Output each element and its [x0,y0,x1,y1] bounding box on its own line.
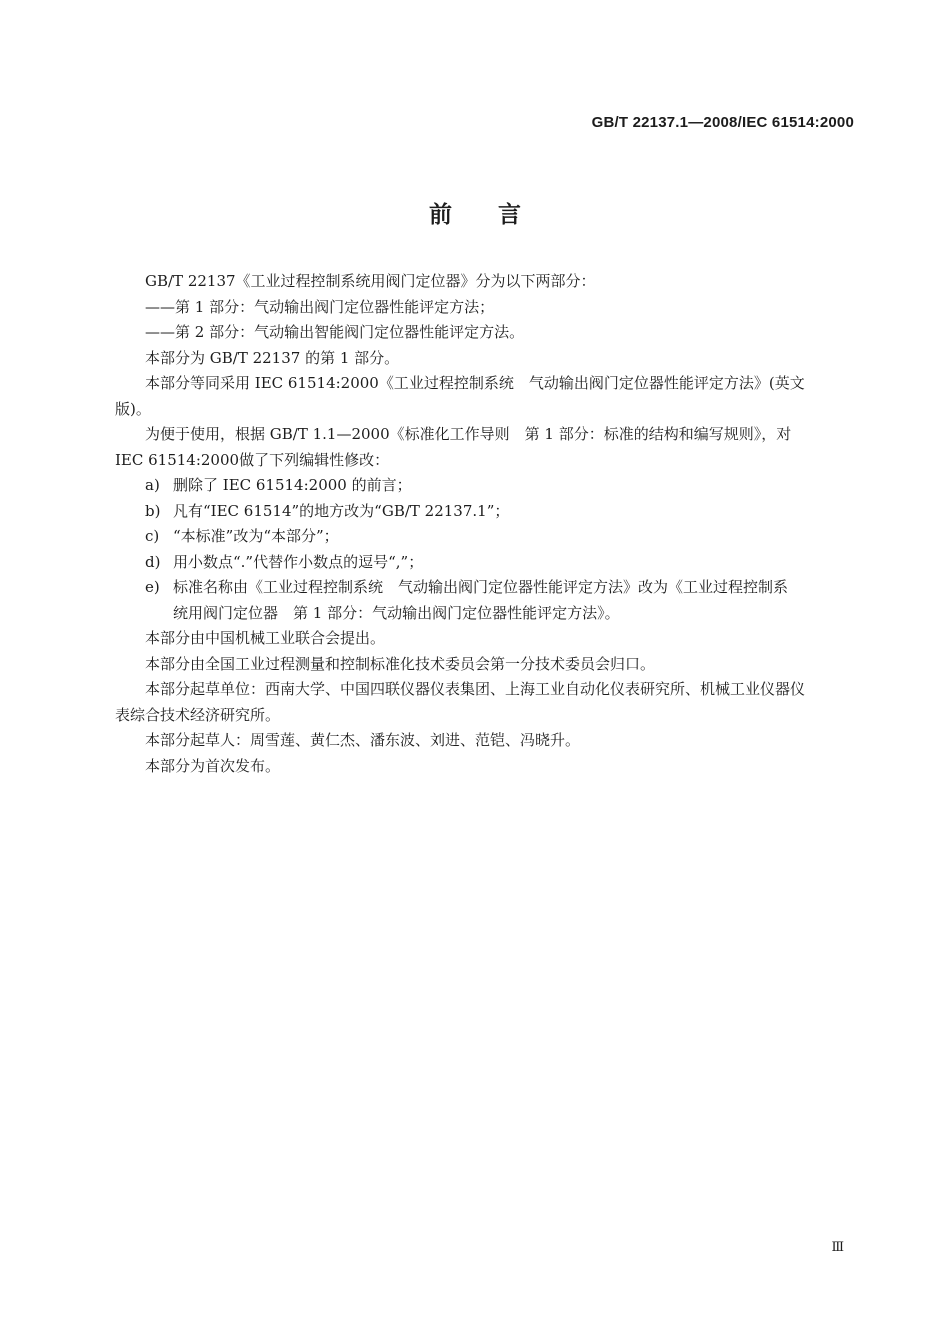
edit-item [115,550,855,576]
centralized-paragraph: 本部分由全国工业过程测量和控制标准化技术委员会第一分技术委员会归口。 [145,654,656,673]
adoption-paragraph-line1: 本部分等同采用 IEC 61514:2000《工业过程控制系统 气动输出阀门定位器性能评定方法》(英文 [145,374,805,392]
page-title: 前言 [429,202,567,228]
edit-item-text: 标准名称由《工业过程控制系统 气动输出阀门定位器性能评定方法》改为《工业过程控制系 [173,578,789,596]
editorial-paragraph-line2: IEC 61514:2000做了下列编辑性修改： [115,450,390,469]
edit-item-label: d) [145,552,161,571]
edit-item-text: 用小数点“.”代替作小数点的逗号“,”； [173,552,424,571]
edit-item-text: 凡有“IEC 61514”的地方改为“GB/T 22137.1”； [173,501,510,520]
drafters-paragraph: 本部分起草人：周雪莲、黄仁杰、潘东波、刘进、范铠、冯晓升。 [145,731,581,749]
standard-number: GB/T 22137.1—2008/IEC 61514:2000 [591,114,854,131]
edit-item-label: a) [145,476,160,494]
this-part-paragraph: 本部分为 GB/T 22137 的第 1 部分。 [145,348,400,367]
edit-item [115,499,855,525]
adoption-paragraph-line2: 版)。 [115,399,151,418]
proposed-paragraph: 本部分由中国机械工业联合会提出。 [145,629,386,647]
edit-item-text: “本标准”改为“本部分”； [173,527,339,545]
edit-item-label: e) [145,578,160,596]
edit-item-label: c) [145,527,160,545]
edit-item-text: 删除了 IEC 61514:2000 的前言； [173,476,412,494]
drafting-units-line2: 表综合技术经济研究所。 [115,705,281,724]
page-number: Ⅲ [831,1240,844,1255]
edit-item-label: b) [145,501,161,520]
edit-item [115,473,855,499]
part-2-line: ——第 2 部分：气动输出智能阀门定位器性能评定方法。 [145,323,525,341]
editorial-paragraph-line1: 为便于使用，根据 GB/T 1.1—2000《标准化工作导则 第 1 部分：标准的结构和编写规则》，对 [145,425,792,443]
part-1-line: ——第 1 部分：气动输出阀门定位器性能评定方法； [145,297,495,316]
edit-item [115,575,855,601]
edit-item-continuation: 统用阀门定位器 第 1 部分：气动输出阀门定位器性能评定方法》。 [173,603,620,622]
drafting-units-line1: 本部分起草单位：西南大学、中国四联仪器仪表集团、上海工业自动化仪表研究所、机械工业仪器仪 [145,680,806,698]
first-release-paragraph: 本部分为首次发布。 [145,756,281,775]
intro-paragraph: GB/T 22137《工业过程控制系统用阀门定位器》分为以下两部分： [145,272,596,290]
edit-item [115,524,855,550]
foreword-body [115,269,855,779]
